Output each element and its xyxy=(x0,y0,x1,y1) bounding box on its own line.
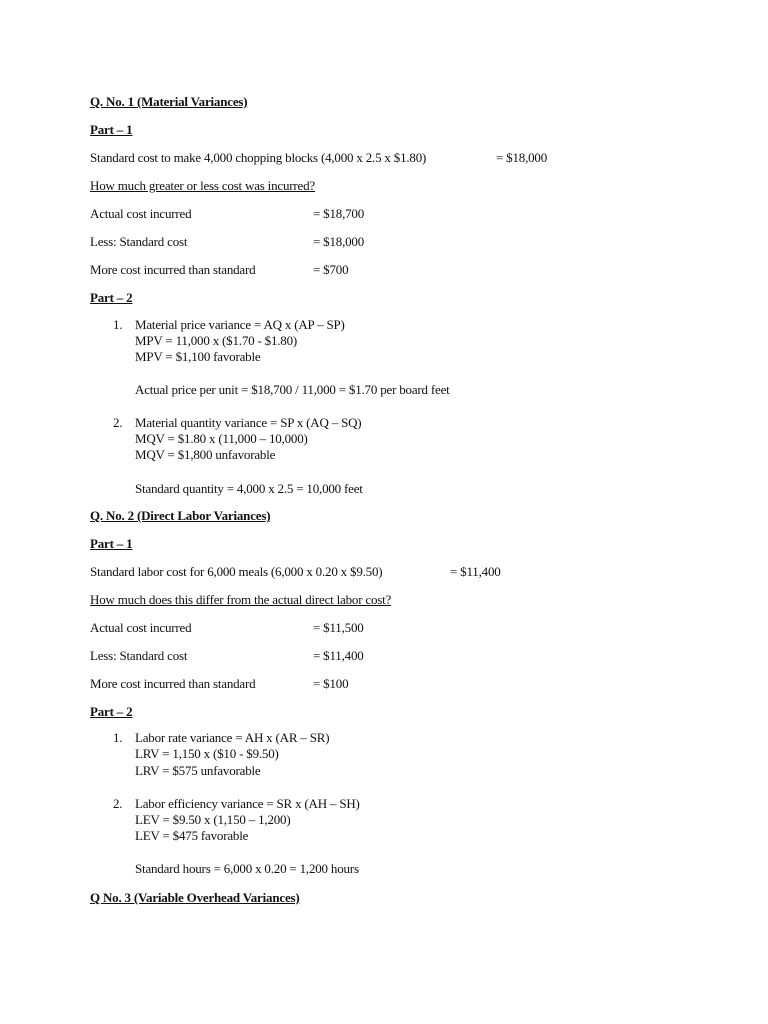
q1-question: How much greater or less cost was incurred? xyxy=(90,178,315,193)
formula-line: MQV = $1.80 x (11,000 – 10,000) xyxy=(135,431,308,446)
formula-line: LEV = $9.50 x (1,150 – 1,200) xyxy=(135,812,291,827)
q1-title: Q. No. 1 (Material Variances) xyxy=(90,94,248,109)
list-number: 2. xyxy=(113,415,123,430)
q2-row-label: More cost incurred than standard xyxy=(90,676,256,691)
formula-line: MQV = $1,800 unfavorable xyxy=(135,447,276,462)
list-number: 1. xyxy=(113,730,123,745)
q2-standard-value: = $11,400 xyxy=(450,564,501,579)
q1-row-value: = $18,000 xyxy=(313,234,365,249)
formula-line: Labor rate variance = AH x (AR – SR) xyxy=(135,730,330,745)
q1-row-value: = $18,700 xyxy=(313,206,365,221)
q2-standard-desc: Standard labor cost for 6,000 meals (6,000 x 0.20 x $9.50) xyxy=(90,564,383,579)
q2-part2-heading: Part – 2 xyxy=(90,704,133,719)
formula-note: Standard quantity = 4,000 x 2.5 = 10,000 feet xyxy=(135,481,363,496)
formula-note: Actual price per unit = $18,700 / 11,000 = $1.70 per board feet xyxy=(135,382,450,397)
q1-row-label: More cost incurred than standard xyxy=(90,262,256,277)
q1-row-label: Actual cost incurred xyxy=(90,206,192,221)
formula-line: Labor efficiency variance = SR x (AH – SH) xyxy=(135,796,360,811)
q3-title: Q No. 3 (Variable Overhead Variances) xyxy=(90,890,300,905)
q1-standard-value: = $18,000 xyxy=(496,150,548,165)
q1-row-value: = $700 xyxy=(313,262,349,277)
q2-row-value: = $11,500 xyxy=(313,620,364,635)
formula-line: MPV = 11,000 x ($1.70 - $1.80) xyxy=(135,333,298,348)
list-number: 1. xyxy=(113,317,123,332)
formula-line: LRV = $575 unfavorable xyxy=(135,763,261,778)
q1-part1-heading: Part – 1 xyxy=(90,122,133,137)
q2-title: Q. No. 2 (Direct Labor Variances) xyxy=(90,508,271,523)
q2-row-value: = $100 xyxy=(313,676,349,691)
formula-line: LEV = $475 favorable xyxy=(135,828,249,843)
q2-row-label: Less: Standard cost xyxy=(90,648,188,663)
list-number: 2. xyxy=(113,796,123,811)
q1-row-label: Less: Standard cost xyxy=(90,234,188,249)
formula-line: Material quantity variance = SP x (AQ – SQ) xyxy=(135,415,362,430)
q2-row-value: = $11,400 xyxy=(313,648,364,663)
q1-standard-desc: Standard cost to make 4,000 chopping blocks (4,000 x 2.5 x $1.80) xyxy=(90,150,427,165)
formula-line: MPV = $1,100 favorable xyxy=(135,349,261,364)
q2-question: How much does this differ from the actual direct labor cost? xyxy=(90,592,392,607)
formula-line: Material price variance = AQ x (AP – SP) xyxy=(135,317,345,332)
q1-part2-heading: Part – 2 xyxy=(90,290,133,305)
formula-line: LRV = 1,150 x ($10 - $9.50) xyxy=(135,746,279,761)
q2-part1-heading: Part – 1 xyxy=(90,536,133,551)
formula-note: Standard hours = 6,000 x 0.20 = 1,200 hours xyxy=(135,861,359,876)
q2-row-label: Actual cost incurred xyxy=(90,620,192,635)
